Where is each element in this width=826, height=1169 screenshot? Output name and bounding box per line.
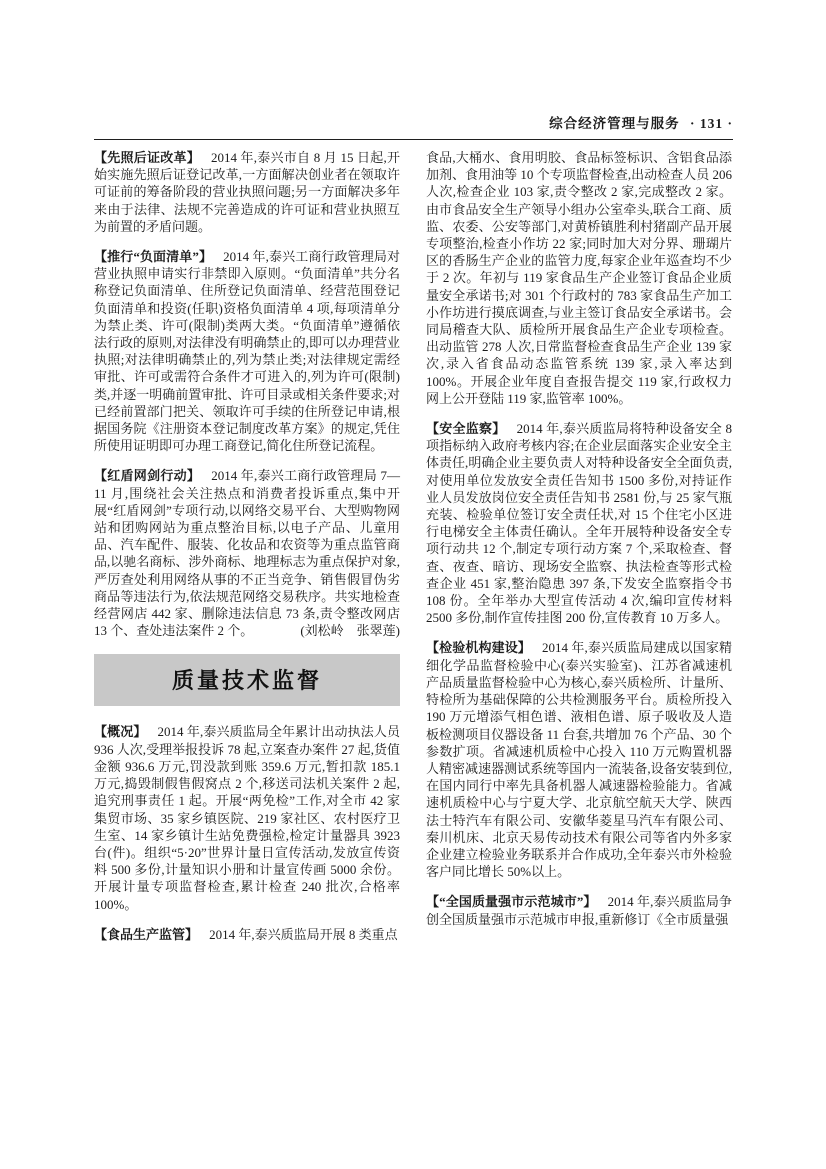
author-attribution: (刘松岭 张翠莲): [300, 623, 400, 639]
running-head: [94, 112, 733, 139]
page-number: · 131 ·: [689, 116, 733, 131]
entry-body: 2014 年,泰兴质监局争创全国质量强市示范城市申报,重新修订《全市质量强: [426, 894, 732, 927]
entry-heading: 【概况】: [94, 724, 147, 740]
article-quanguo-zhiliang-qiangshi: [426, 893, 732, 927]
article-hongdunwangjian: [94, 467, 400, 639]
article-fumianqingdan: [94, 248, 400, 454]
header-rule: [94, 139, 733, 140]
entry-heading: 【先照后证改革】: [94, 150, 200, 165]
page: [94, 112, 733, 943]
article-jianyan-jigou-jianshe: [426, 639, 732, 880]
entry-body: 2014 年,泰兴工商行政管理局 7—11 月,围绕社会关注热点和消费者投诉重点,集中开展“红盾网剑”专项行动,以网络交易平台、大型购物网站和团购网站为重点整治目标,以电子产品、儿童用品、汽车配件、服装、化妆品和农资等为重点监管商品,以驰名商标、涉外商标、地理标志为重点保护对象,严厉查处利用网络从事的不正当竞争、销售假冒伪劣商品等违法行为,依法规范网络交易秩序。共实地检查经营网店 442 家、删除违法信息 73 条,责令整改网店 13 个、查处违法案件 2 个。: [94, 468, 400, 639]
article-shipin-shengchan-jianguan: [94, 926, 400, 943]
article-continuation: [426, 149, 732, 407]
entry-heading: 【“全国质量强市示范城市”】: [426, 894, 597, 910]
right-column: [426, 149, 732, 943]
left-column: [94, 149, 400, 943]
article-anquan-jiancha: [426, 420, 732, 626]
entry-body: 2014 年,泰兴市自 8 月 15 日起,开始实施先照后证登记改革,一方面解决创业者在领取许可证前的筹备阶段的营业执照问题;另一方面解决多年来由于法律、法规不完善造成的许可证和营业执照互为前置的矛盾问题。: [94, 150, 400, 234]
entry-body: 2014 年,泰兴工商行政管理局对营业执照申请实行非禁即入原则。“负面清单”共分名称登记负面清单、住所登记负面清单、经营范围登记负面清单和投资(任职)资格负面清单 4 项,每项清单分为禁止类、许可(限制)类两大类。“负面清单”遵循依法行政的原则,对法律没有明确禁止的,即可以办理营业执照;对法律明确禁止的,列为禁止类;对法律规定需经审批、许可或需符合条件才可进入的,列为许可(限制)类,并逐一明确前置审批、许可目录或相关条件要求;对已经前置部门把关、领取许可手续的住所登记申请,根据国务院《注册资本登记制度改革方案》的规定,凭住所使用证明即可办理工商登记,简化住所登记流程。: [94, 249, 400, 454]
two-column-body: [94, 149, 733, 943]
entry-body: 2014 年,泰兴质监局建成以国家精细化学品监督检验中心(泰兴实验室)、江苏省减速机产品质量监督检验中心为核心,泰兴质检所、计量所、特检所为基础保障的公共检测服务平台。质检所投入 190 万元增添气相色谱、液相色谱、原子吸收及人造板检测项目仪器设备 11 台套,共增加 76 个产品、30 个参数扩项。省减速机质检中心投入 110 万元购置机器人精密减速器测试系统等国内一流装备,设备安装到位,在国内同行中率先具备机器人减速器检验能力。省减速机质检中心与宁夏大学、北京航空航天大学、陕西法士特汽车有限公司、安徽华菱星马汽车有限公司、秦川机床、北京天易传动技术有限公司等省内外多家企业建立检验业务联系并合作成功,全年泰兴市外检验客户同比增长 50%以上。: [426, 640, 732, 880]
entry-body: 2014 年,泰兴质监局开展 8 类重点: [209, 926, 398, 942]
entry-body: 2014 年,泰兴质监局将特种设备安全 8 项指标纳入政府考核内容;在企业层面落实企业安全主体责任,明确企业主要负责人对特种设备安全全面负责,对使用单位发放安全责任告知书 1500 多份,对持证作业人员发放岗位安全责任告知书 2581 份,与 25 家气瓶充装、检验单位签订安全责任状,对 15 个住宅小区进行电梯安全主体责任确认。全年开展特种设备安全专项行动共 12 个,制定专项行动方案 7 个,采取检查、督查、夜查、暗访、现场安全监察、执法检查等形式检查企业 451 家,整治隐患 397 条,下发安全监察指令书 108 份。全年举办大型宣传活动 4 次,编印宣传材料 2500 多份,制作宣传挂图 200 份,宣传教育 10 万多人。: [426, 421, 732, 626]
article-xianzhaohouzheng: [94, 149, 400, 235]
entry-heading: 【检验机构建设】: [426, 640, 531, 656]
entry-heading: 【食品生产监管】: [94, 926, 199, 942]
entry-body: 2014 年,泰兴质监局全年累计出动执法人员 936 人次,受理举报投诉 78 起,立案查办案件 27 起,货值金额 936.6 万元,罚没款到账 359.6 万元,暂扣款 185.1 万元,捣毁制假售假窝点 2 个,移送司法机关案件 2 起,追究刑事责任 1 起。开展“两免检”工作,对全市 42 家集贸市场、35 家乡镇医院、219 家社区、农村医疗卫生室、14 家乡镇计生站免费强检,检定计量器具 3923 台(件)。组织“5·20”世界计量日宣传活动,发放宣传资料 500 多份,计量知识小册和计量宣传画 5000 余份。开展计量专项监督检查,累计检查 240 批次,合格率 100%。: [94, 724, 400, 912]
running-head-title: 综合经济管理与服务: [549, 116, 680, 131]
article-gaikuang: [94, 723, 400, 912]
entry-body: 食品,大桶水、食用明胶、食品标签标识、含铝食品添加剂、食用油等 10 个专项监督检查,出动检查人员 206 人次,检查企业 103 家,责令整改 2 家,完成整改 2 家。由市食品安全生产领导小组办公室牵头,联合工商、质监、农委、公安等部门,对黄桥镇胜利村猪副产品开展专项整治,检查小作坊 22 家;同时加大对分界、珊瑚片区的香肠生产企业的监管力度,每家企业年巡查均不少于 2 次。年初与 119 家食品生产企业签订食品企业质量安全承诺书;对 301 个行政村的 783 家食品生产加工小作坊进行摸底调查,与业主签订食品安全承诺书。会同局稽查大队、质检所开展食品生产企业专项检查。出动监管 278 人次,日常监督检查食品生产企业 139 家次,录入省食品动态监管系统 139 家,录入率达到 100%。开展企业年度自查报告提交 119 家,行政权力网上公开登陆 119 家,监管率 100%。: [426, 150, 732, 406]
section-title-box: [94, 654, 400, 706]
entry-heading: 【红盾网剑行动】: [94, 468, 201, 484]
entry-heading: 【推行“负面清单”】: [94, 249, 213, 265]
entry-heading: 【安全监察】: [426, 421, 506, 437]
section-title: 质量技术监督: [171, 667, 322, 693]
